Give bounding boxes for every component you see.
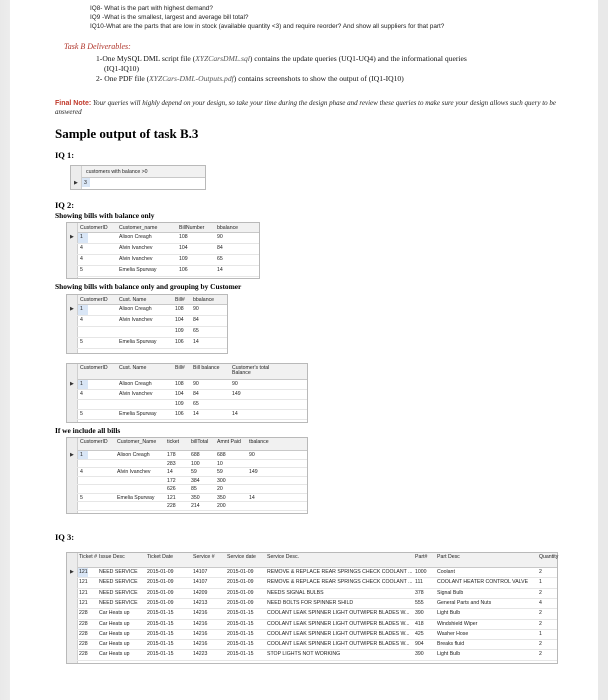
t2-cell: Alvin Ivanchev (119, 317, 153, 323)
t3-header-1: Cust. Name (119, 365, 147, 371)
iq1-label: IQ 1: (55, 150, 75, 160)
t5-cell: 904 (415, 641, 424, 648)
t1-header-0: CustomerID (80, 225, 108, 231)
t5-cell: 2015-01-15 (147, 620, 174, 627)
t5-cell: 2 (539, 569, 542, 575)
t5-cell: 390 (415, 610, 424, 617)
t5-cell: 2 (539, 589, 542, 596)
t1-header-1: Customer_name (119, 225, 158, 231)
t5-cell: Coolant (437, 569, 455, 575)
t5-cell: 1 (539, 579, 542, 586)
t4-cell: 14 (249, 494, 255, 501)
t4-cell: 90 (249, 452, 255, 458)
t4-cell: 283 (167, 460, 176, 467)
t5-header-1: Issue Desc (99, 554, 125, 560)
t5-cell: 2015-01-09 (227, 569, 254, 575)
t1-cell: 84 (217, 245, 223, 251)
t5-cell: 2015-01-15 (147, 630, 174, 637)
t4-cell: 214 (191, 503, 200, 509)
t5-cell: Car Heats up (99, 641, 130, 648)
t4-cell: 200 (217, 503, 226, 509)
t4-cell: 688 (217, 452, 226, 458)
t4-cell: 149 (249, 469, 258, 475)
t4-cell: 172 (167, 477, 176, 484)
question-iq9: IQ9 -What is the smallest, largest and average bill total? (90, 14, 249, 21)
t3-header-3: Bill balance (193, 365, 220, 371)
t5-cell: 14209 (193, 589, 208, 596)
t5-cell: COOLANT LEAK SPINNER LIGHT OUTWIPER BLADES W... (267, 610, 410, 617)
t3-cell: 106 (175, 411, 184, 417)
t3-cell: Alison Creagh (119, 381, 152, 387)
t4-cell: 626 (167, 486, 176, 492)
t1-cell: Alison Creagh (119, 234, 152, 240)
t5-cell: 228 (79, 651, 88, 658)
t5-cell: 2015-01-09 (147, 569, 174, 575)
t2-header-1: Cust. Name (119, 297, 147, 303)
t4-cell: 350 (217, 494, 226, 501)
t3-cell: 109 (175, 401, 184, 407)
t1-cell: 109 (179, 256, 188, 262)
t5-cell: 378 (415, 589, 424, 596)
t2-cell: Alison Creagh (119, 306, 152, 312)
t5-cell: Car Heats up (99, 620, 130, 627)
t5-cell: 2015-01-09 (227, 579, 254, 586)
t4-cell: 59 (191, 469, 197, 475)
t3-cell: 84 (193, 391, 199, 397)
t5-cell: 14213 (193, 599, 208, 606)
t1-cell: Alvin Ivanchev (119, 256, 153, 262)
t5-cell: 2015-01-15 (227, 610, 254, 617)
iq2-table-3 (66, 363, 308, 423)
t5-header-5: Service Desc. (267, 554, 299, 560)
t5-cell: NEED SERVICE (99, 599, 138, 606)
t5-cell: 121 (79, 569, 88, 575)
t5-cell: 2015-01-15 (147, 610, 174, 617)
t5-cell: 2015-01-15 (227, 641, 254, 648)
t2-cell: 106 (175, 339, 184, 345)
t4-cell: Emelia Spurway (117, 494, 155, 501)
t2-cell: 104 (175, 317, 184, 323)
t4-cell: 5 (80, 494, 83, 501)
t5-cell: 228 (79, 620, 88, 627)
t1-cell: 5 (80, 267, 83, 273)
t4-cell: 10 (217, 460, 223, 467)
t2-cell: 1 (80, 306, 83, 312)
t2-cell: 109 (175, 328, 184, 334)
iq2-subtitle-3: If we include all bills (55, 426, 121, 435)
t5-cell: 2 (539, 620, 542, 627)
t1-cell: 108 (179, 234, 188, 240)
t3-cell: 4 (80, 391, 83, 397)
t5-cell: Car Heats up (99, 651, 130, 658)
iq2-table-4 (66, 437, 308, 514)
iq2-subtitle-1: Showing bills with balance only (55, 211, 155, 220)
iq1-column-header: customers with balance >0 (86, 169, 148, 175)
t5-cell: Windshield Wiper (437, 620, 478, 627)
t4-cell: 300 (217, 477, 226, 484)
t5-cell: 2 (539, 651, 542, 658)
t5-cell: Light Bulb (437, 610, 461, 617)
t5-cell: 121 (79, 589, 88, 596)
t3-cell: 65 (193, 401, 199, 407)
t5-cell: 390 (415, 651, 424, 658)
t5-header-3: Service # (193, 554, 215, 560)
t4-header-0: CustomerID (80, 439, 108, 445)
t2-cell: 90 (193, 306, 199, 312)
row-pointer-icon: ▶ (70, 306, 74, 312)
iq3-table (66, 552, 558, 664)
t1-cell: Alvin Ivanchev (119, 245, 153, 251)
iq2-subtitle-2: Showing bills with balance only and grouping by Customer (55, 282, 242, 291)
t5-cell: 2015-01-15 (147, 641, 174, 648)
t5-cell: 425 (415, 630, 424, 637)
t5-cell: 1 (539, 630, 542, 637)
t5-cell: Breaks fluid (437, 641, 465, 648)
task-b-title: Task B Deliverables: (64, 42, 131, 51)
t5-cell: 14107 (193, 569, 208, 575)
t5-cell: 14216 (193, 620, 208, 627)
t5-cell: 228 (79, 630, 88, 637)
t1-cell: 106 (179, 267, 188, 273)
t4-cell: 100 (191, 460, 200, 467)
t5-cell: 2015-01-09 (147, 589, 174, 596)
t1-cell: 65 (217, 256, 223, 262)
t5-cell: NEED BOLTS FOR SPINNER SHILD (267, 599, 354, 606)
t4-cell: 121 (167, 494, 176, 501)
t1-cell: 14 (217, 267, 223, 273)
t5-header-2: Ticket Date (147, 554, 174, 560)
iq2-label: IQ 2: (55, 200, 75, 210)
t5-cell: NEED SERVICE (99, 569, 138, 575)
t3-cell: 14 (232, 411, 238, 417)
t5-cell: COOLANT LEAK SPINNER LIGHT OUTWIPER BLADES W... (267, 620, 410, 627)
question-iq10: IQ10-What are the parts that are low in stock (available quantity <3) and require reorder? And show all suppliers for that part? (90, 23, 445, 30)
t4-cell: 20 (217, 486, 223, 492)
iq1-value: 3 (84, 180, 87, 186)
t3-cell: 104 (175, 391, 184, 397)
t3-header-2: Bill# (175, 365, 185, 371)
t5-cell: 2015-01-09 (227, 589, 254, 596)
t5-cell: Car Heats up (99, 610, 130, 617)
t5-cell: NEED SERVICE (99, 579, 138, 586)
t5-cell: COOLANT LEAK SPINNER LIGHT OUTWIPER BLADES W... (267, 641, 410, 648)
t4-cell: 384 (191, 477, 200, 484)
t4-header-1: Customer_Name (117, 439, 157, 445)
t5-cell: COOLANT HEATER CONTROL VALVE (437, 579, 529, 586)
t2-cell: 5 (80, 339, 83, 345)
t3-header-4: Customer's total Balance (232, 365, 270, 377)
t1-cell: 4 (80, 256, 83, 262)
t5-header-8: Quantity (539, 554, 559, 560)
t5-cell: 228 (79, 610, 88, 617)
t5-cell: General Parts and Nuts (437, 599, 492, 606)
t5-cell: 2015-01-15 (227, 651, 254, 658)
t1-header-3: bbalance (217, 225, 239, 231)
t2-cell: 4 (80, 317, 83, 323)
t5-header-0: Ticket # (79, 554, 97, 560)
t3-cell: 14 (193, 411, 199, 417)
t4-header-3: billTotal (191, 439, 209, 445)
deliverable-1-cont: (IQ1-IQ10) (104, 64, 140, 73)
iq1-result-grid (70, 165, 206, 190)
t5-cell: 2015-01-15 (147, 651, 174, 658)
t3-cell: 1 (80, 381, 83, 387)
t5-cell: STOP LIGHTS NOT WORKING (267, 651, 341, 658)
t4-cell: 59 (217, 469, 223, 475)
t1-cell: 90 (217, 234, 223, 240)
t5-cell: NEEDS SIGNAL BULBS (267, 589, 324, 596)
t4-cell: Alvin Ivanchev (117, 469, 151, 475)
final-note: Final Note: Your queries will highly depend on your design, so take your time during the design phase and review these queries to make sure your design allows such query to be answered (55, 99, 557, 116)
t1-header-2: BillNumber (179, 225, 205, 231)
t2-cell: Emelia Spurway (119, 339, 157, 345)
t5-cell: 14223 (193, 651, 208, 658)
t3-cell: Emelia Spurway (119, 411, 157, 417)
t5-cell: REMOVE & REPLACE REAR SPRINGS CHECK COOLANT ... (267, 579, 413, 586)
t4-cell: Alison Creagh (117, 452, 150, 458)
t1-cell: Emelia Spurway (119, 267, 157, 273)
t5-cell: 111 (415, 579, 423, 586)
t5-cell: 4 (539, 599, 542, 606)
question-list (90, 4, 444, 31)
t4-cell: 228 (167, 503, 176, 509)
t2-cell: 84 (193, 317, 199, 323)
t5-cell: COOLANT LEAK SPINNER LIGHT OUTWIPER BLADES W... (267, 630, 410, 637)
t3-cell: 5 (80, 411, 83, 417)
question-iq8: IQ8- What is the part with highest demand? (90, 5, 213, 12)
t4-cell: 350 (191, 494, 200, 501)
t5-cell: Signal Bulb (437, 589, 464, 596)
row-pointer-icon: ▶ (70, 381, 74, 387)
t4-cell: 1 (80, 452, 83, 458)
t5-cell: 14216 (193, 610, 208, 617)
t4-cell: 688 (191, 452, 200, 458)
t2-cell: 14 (193, 339, 199, 345)
t5-cell: 121 (79, 599, 88, 606)
deliverable-2: 2- One PDF file (XYZCars-DML-Outputs.pdf) contains screenshots to show the output of (IQ1-IQ10) (96, 74, 404, 83)
t5-cell: 14107 (193, 579, 208, 586)
t4-cell: 4 (80, 469, 83, 475)
t5-cell: 14216 (193, 641, 208, 648)
t5-cell: 2015-01-15 (227, 620, 254, 627)
t1-cell: 104 (179, 245, 188, 251)
t4-header-5: tbalance (249, 439, 269, 445)
t3-cell: Alvin Ivanchev (119, 391, 153, 397)
t2-header-3: bbalance (193, 297, 215, 303)
t5-cell: 121 (79, 579, 88, 586)
t2-cell: 108 (175, 306, 184, 312)
t5-cell: REMOVE & REPLACE REAR SPRINGS CHECK COOLANT ... (267, 569, 413, 575)
t3-cell: 108 (175, 381, 184, 387)
t5-cell: Light Bulb (437, 651, 461, 658)
t5-cell: 2 (539, 641, 542, 648)
t1-cell: 1 (80, 234, 83, 240)
row-pointer-icon: ▶ (70, 569, 74, 575)
row-pointer-icon: ▶ (70, 452, 74, 458)
t5-cell: 2015-01-09 (227, 599, 254, 606)
t5-cell: 228 (79, 641, 88, 648)
t5-cell: NEED SERVICE (99, 589, 138, 596)
right-margin-shade (598, 0, 608, 700)
t5-cell: 1000 (415, 569, 427, 575)
t4-cell: 85 (191, 486, 197, 492)
deliverable-1: 1-One MySQL DML script file (XYZCarsDML.sql) contains the update queries (UQ1-UQ4) and the informational queries (96, 54, 467, 63)
t4-cell: 14 (167, 469, 173, 475)
t5-cell: Car Heats up (99, 630, 130, 637)
section-heading: Sample output of task B.3 (55, 126, 199, 141)
t3-cell: 149 (232, 391, 241, 397)
t4-header-4: Amnt Paid (217, 439, 241, 445)
t2-header-0: CustomerID (80, 297, 108, 303)
iq2-table-1 (66, 222, 260, 279)
t1-cell: 4 (80, 245, 83, 251)
t5-header-4: Service date (227, 554, 256, 560)
iq2-table-2 (66, 294, 228, 354)
t5-cell: 14216 (193, 630, 208, 637)
t5-cell: 2 (539, 610, 542, 617)
t5-cell: 2015-01-09 (147, 579, 174, 586)
t3-cell: 90 (232, 381, 238, 387)
t3-header-0: CustomerID (80, 365, 108, 371)
deliverables-list (96, 54, 576, 84)
t5-cell: Washer Hose (437, 630, 469, 637)
t5-cell: 555 (415, 599, 424, 606)
iq3-label: IQ 3: (55, 532, 75, 542)
t2-cell: 65 (193, 328, 199, 334)
t5-header-6: Part# (415, 554, 428, 560)
t5-cell: 2015-01-09 (147, 599, 174, 606)
t5-cell: 2015-01-15 (227, 630, 254, 637)
t4-cell: 178 (167, 452, 176, 458)
t3-cell: 90 (193, 381, 199, 387)
row-pointer-icon: ▶ (74, 180, 78, 186)
row-pointer-icon: ▶ (70, 234, 74, 240)
t2-header-2: Bill# (175, 297, 185, 303)
t5-header-7: Part Desc (437, 554, 460, 560)
document-page (10, 0, 598, 700)
t5-cell: 418 (415, 620, 424, 627)
t4-header-2: ticket (167, 439, 180, 445)
